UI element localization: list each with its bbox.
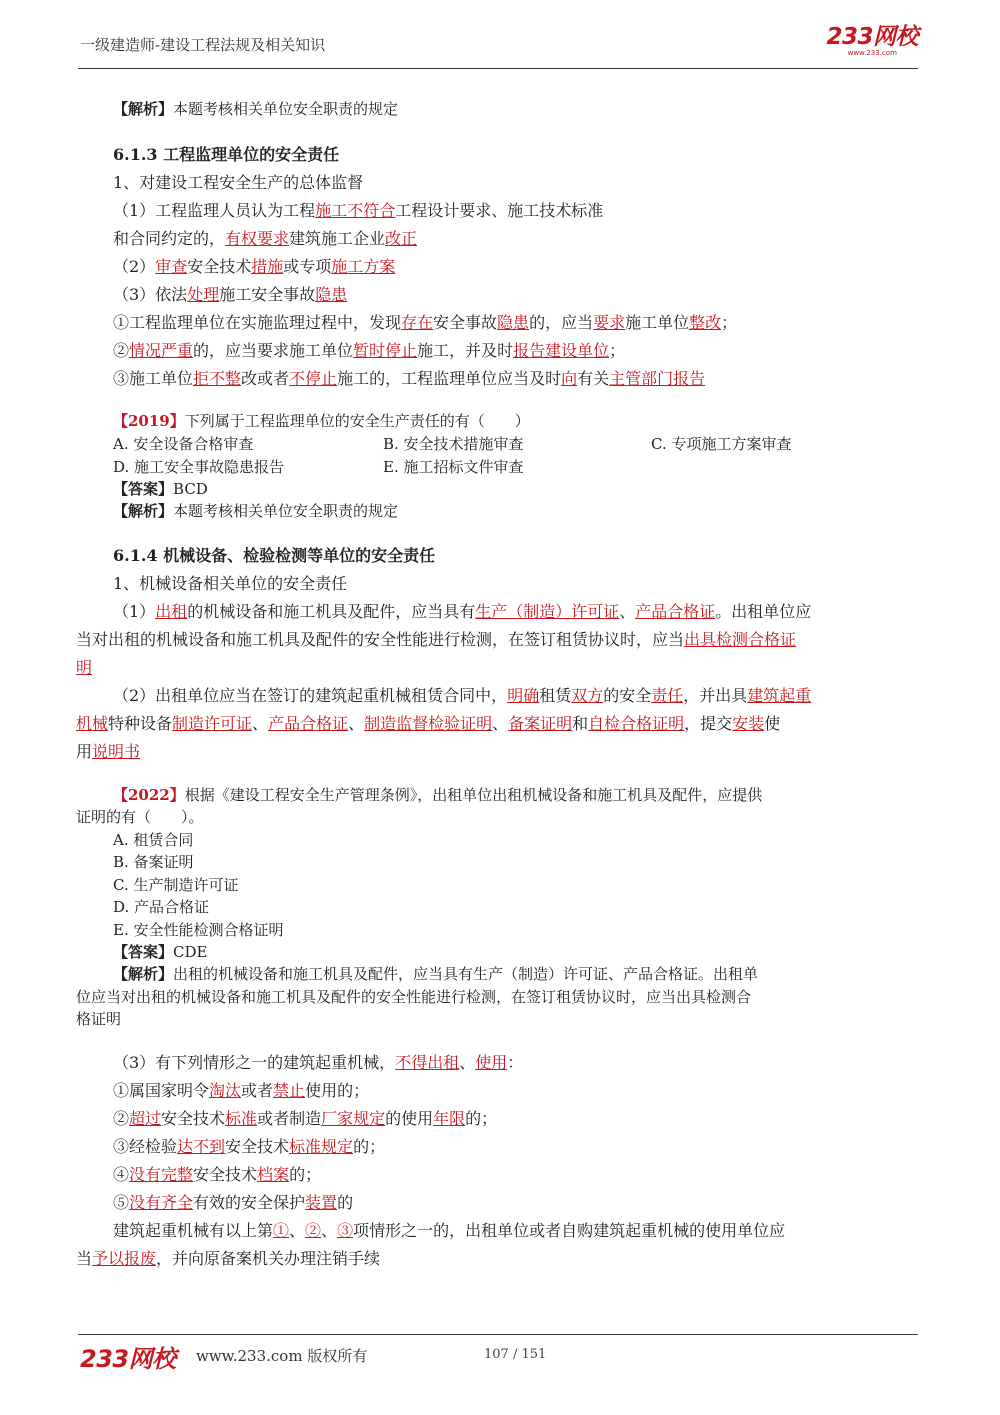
keyword: 施工方案 (331, 257, 396, 276)
option-a: A. 安全设备合格审查 (113, 435, 254, 453)
text-run: 、 (321, 1221, 338, 1240)
keyword: ① (273, 1221, 290, 1240)
paragraph-line (113, 683, 811, 706)
text-run: 当 (76, 1249, 93, 1268)
text-run: 的； (289, 1165, 322, 1184)
text-run: （3）有下列情形之一的建筑起重机械， (113, 1053, 396, 1072)
keyword: 超过 (129, 1109, 162, 1128)
text-run: 、 (459, 1053, 476, 1072)
keyword: 使用 (475, 1053, 508, 1072)
text-run: （1）工程监理人员认为工程 (113, 201, 316, 220)
paragraph-line (113, 1050, 523, 1073)
paragraph-line (113, 226, 417, 249)
keyword: 制造监督检验证明 (364, 714, 493, 733)
text-run: ⑤ (113, 1193, 130, 1212)
keyword: 不停止 (289, 369, 338, 388)
keyword: 制造许可证 (172, 714, 253, 733)
keyword: 达不到 (177, 1137, 226, 1156)
text-run: 的； (465, 1109, 498, 1128)
answer-value: CDE (173, 943, 208, 961)
text-run: ③施工单位 (113, 369, 194, 388)
paragraph-line (76, 739, 140, 762)
text-run: ： (507, 1053, 524, 1072)
option-e: E. 安全性能检测合格证明 (113, 921, 284, 939)
text-run: 的使用 (385, 1109, 434, 1128)
keyword: 改正 (385, 229, 418, 248)
analysis-text-cont: 位应当对出租的机械设备和施工机具及配件的安全性能进行检测，在签订租赁协议时，应当出具检测合 (76, 988, 752, 1006)
option-c: C. 专项施工方案审查 (651, 435, 792, 453)
page-number: 107 / 151 (484, 1347, 547, 1362)
text-run: 或专项 (283, 257, 332, 276)
analysis-line (113, 500, 398, 521)
option-c: C. 生产制造许可证 (113, 876, 239, 894)
keyword: 标准 (225, 1109, 258, 1128)
footer-logo: 233网校 (80, 1345, 176, 1373)
question-text-cont: 证明的有（ ）。 (76, 808, 204, 826)
keyword: ③ (337, 1221, 354, 1240)
keyword: 隐患 (315, 285, 348, 304)
logo-url-text: www.233.com (847, 49, 897, 57)
paragraph-line (113, 1190, 353, 1213)
paragraph-line (113, 1218, 785, 1241)
analysis-label: 【解析】 (113, 502, 174, 520)
text-run: 的 (337, 1193, 354, 1212)
text-run: 当对出租的机械设备和施工机具及配件的安全性能进行检测，在签订租赁协议时，应当 (76, 630, 685, 649)
keyword: 安装 (732, 714, 765, 733)
text-run: ； (609, 341, 626, 360)
text-run: 和 (572, 714, 589, 733)
keyword: 情况严重 (129, 341, 194, 360)
keyword: 有权要求 (225, 229, 290, 248)
paragraph-line (113, 254, 395, 277)
keyword: 报告建设单位 (513, 341, 610, 360)
keyword: 没有齐全 (129, 1193, 194, 1212)
text-run: （2） (113, 257, 156, 276)
text-run: 安全技术 (193, 1165, 258, 1184)
text-run: 安全事故 (433, 313, 498, 332)
paragraph-line (113, 198, 603, 221)
keyword: 档案 (257, 1165, 290, 1184)
keyword: 装置 (305, 1193, 338, 1212)
keyword: 标准规定 (289, 1137, 354, 1156)
paragraph-line (76, 711, 780, 734)
keyword: 备案证明 (508, 714, 573, 733)
keyword: 出具检测合格证 (684, 630, 797, 649)
analysis-label: 【解析】 (113, 965, 174, 983)
analysis-text: 本题考核相关单位安全职责的规定 (173, 100, 399, 118)
section-heading-6-1-4: 6.1.4 机械设备、检验检测等单位的安全责任 (113, 546, 436, 565)
text-run: 建筑施工企业 (289, 229, 386, 248)
text-run: 施工，并及时 (417, 341, 514, 360)
keyword: 责任 (651, 686, 684, 705)
text-run: 。出租单位应 (715, 602, 812, 621)
text-run: ③经检验 (113, 1137, 178, 1156)
answer-label: 【答案】 (113, 480, 174, 498)
document-header-title: 一级建造师-建设工程法规及相关知识 (80, 36, 326, 54)
keyword: 施工不符合 (315, 201, 396, 220)
text-run: 施工安全事故 (219, 285, 316, 304)
paragraph-line (113, 1106, 497, 1129)
keyword: 处理 (187, 285, 220, 304)
keyword: 产品合格证 (268, 714, 349, 733)
keyword: 要求 (593, 313, 626, 332)
text-run: 的； (353, 1137, 386, 1156)
option-b: B. 安全技术措施审查 (383, 435, 524, 453)
analysis-text: 本题考核相关单位安全职责的规定 (173, 502, 399, 520)
answer-line (113, 478, 208, 499)
text-run: 安全技术 (161, 1109, 226, 1128)
section-item-1: 1、对建设工程安全生产的总体监督 (113, 173, 364, 192)
text-run: 使 (764, 714, 781, 733)
top-analysis (113, 98, 398, 119)
keyword: 产品合格证 (635, 602, 716, 621)
keyword: 年限 (433, 1109, 466, 1128)
paragraph-line (113, 1162, 321, 1185)
text-run: 改或者 (241, 369, 290, 388)
text-run: ，提交 (684, 714, 733, 733)
analysis-text-cont: 格证明 (76, 1010, 122, 1028)
section-heading-6-1-3: 6.1.3 工程监理单位的安全责任 (113, 145, 340, 164)
text-run: 安全技术 (225, 1137, 290, 1156)
section-item-1: 1、机械设备相关单位的安全责任 (113, 574, 348, 593)
text-run: 项情形之一的，出租单位或者自购建筑起重机械的使用单位应 (353, 1221, 786, 1240)
text-run: 租赁 (539, 686, 572, 705)
text-run: 或者制造 (257, 1109, 322, 1128)
paragraph-line (113, 599, 811, 622)
question-2019 (113, 410, 530, 431)
text-run: 工程设计要求、施工技术标准 (395, 201, 604, 220)
footer-copyright: www.233.com 版权所有 (196, 1347, 368, 1365)
text-run: ② (113, 1109, 130, 1128)
text-run: ①属国家明令 (113, 1081, 210, 1100)
text-run: 使用的； (305, 1081, 370, 1100)
text-run: ④ (113, 1165, 130, 1184)
text-run: （3）依法 (113, 285, 188, 304)
text-run: 有效的安全保护 (193, 1193, 306, 1212)
keyword: 拒不整 (193, 369, 242, 388)
paragraph-line (113, 310, 737, 333)
keyword: 隐患 (497, 313, 530, 332)
keyword: 机械 (76, 714, 109, 733)
question-text: 下列属于工程监理单位的安全生产责任的有（ ） (184, 412, 530, 430)
brand-logo (826, 26, 918, 57)
text-run: 的安全 (603, 686, 652, 705)
text-run: （2）出租单位应当在签订的建筑起重机械租赁合同中， (113, 686, 508, 705)
keyword: 主管部门报告 (609, 369, 706, 388)
paragraph-line (113, 338, 625, 361)
question-2022 (113, 784, 762, 805)
keyword: 整改 (689, 313, 722, 332)
keyword: 予以报废 (92, 1249, 157, 1268)
keyword: 暂时停止 (353, 341, 418, 360)
text-run: 有关 (577, 369, 610, 388)
keyword: 措施 (251, 257, 284, 276)
option-d: D. 施工安全事故隐患报告 (113, 458, 285, 476)
text-run: 的，应当 (529, 313, 594, 332)
text-run: 安全技术 (187, 257, 252, 276)
keyword: 厂家规定 (321, 1109, 386, 1128)
text-run: ② (113, 341, 130, 360)
keyword: 双方 (571, 686, 604, 705)
text-run: ，并出具 (683, 686, 748, 705)
header-divider (78, 68, 918, 69)
analysis-label: 【解析】 (113, 100, 174, 118)
keyword: 明 (76, 658, 93, 677)
keyword: 出租 (155, 602, 188, 621)
keyword: ② (305, 1221, 322, 1240)
keyword: 明确 (507, 686, 540, 705)
option-a: A. 租赁合同 (113, 831, 194, 849)
text-run: 用 (76, 742, 93, 761)
text-run: ①工程监理单位在实施监理过程中，发现 (113, 313, 402, 332)
text-run: ； (721, 313, 738, 332)
paragraph-line (76, 1246, 380, 1269)
text-run: 施工单位 (625, 313, 690, 332)
keyword: 淘汰 (209, 1081, 242, 1100)
text-run: 、 (492, 714, 509, 733)
question-year-tag: 【2019】 (113, 412, 185, 430)
answer-line (113, 941, 207, 962)
keyword: 禁止 (273, 1081, 306, 1100)
keyword: 生产（制造）许可证 (475, 602, 620, 621)
option-b: B. 备案证明 (113, 853, 194, 871)
paragraph-line (113, 366, 705, 389)
text-run: ，并向原备案机关办理注销手续 (156, 1249, 381, 1268)
text-run: 建筑起重机械有以上第 (113, 1221, 274, 1240)
keyword: 建筑起重 (747, 686, 812, 705)
text-run: 或者 (241, 1081, 274, 1100)
option-e: E. 施工招标文件审查 (383, 458, 524, 476)
paragraph-line (76, 655, 92, 678)
answer-value: BCD (173, 480, 208, 498)
keyword: 存在 (401, 313, 434, 332)
question-text: 根据《建设工程安全生产管理条例》，出租单位出租机械设备和施工机具及配件，应提供 (184, 786, 763, 804)
text-run: 和合同约定的， (113, 229, 226, 248)
text-run: 施工的，工程监理单位应当及时 (337, 369, 562, 388)
text-run: 、 (289, 1221, 306, 1240)
analysis-line (113, 963, 758, 984)
option-d: D. 产品合格证 (113, 898, 210, 916)
text-run: 、 (619, 602, 636, 621)
keyword: 自检合格证明 (588, 714, 685, 733)
logo-brand-text: 233网校 (826, 24, 918, 50)
text-run: 的，应当要求施工单位 (193, 341, 354, 360)
text-run: （1） (113, 602, 156, 621)
text-run: 、 (252, 714, 269, 733)
text-run: 特种设备 (108, 714, 173, 733)
answer-label: 【答案】 (113, 943, 174, 961)
keyword: 没有完整 (129, 1165, 194, 1184)
footer-divider (78, 1334, 918, 1335)
paragraph-line (113, 1078, 369, 1101)
paragraph-line (76, 627, 796, 650)
keyword: 向 (561, 369, 578, 388)
text-run: 的机械设备和施工机具及配件，应当具有 (187, 602, 476, 621)
paragraph-line (113, 282, 347, 305)
keyword: 不得出租 (395, 1053, 460, 1072)
question-year-tag: 【2022】 (113, 786, 185, 804)
analysis-text: 出租的机械设备和施工机具及配件，应当具有生产（制造）许可证、产品合格证。出租单 (173, 965, 759, 983)
keyword: 说明书 (92, 742, 141, 761)
text-run: 、 (348, 714, 365, 733)
keyword: 审查 (155, 257, 188, 276)
paragraph-line (113, 1134, 385, 1157)
